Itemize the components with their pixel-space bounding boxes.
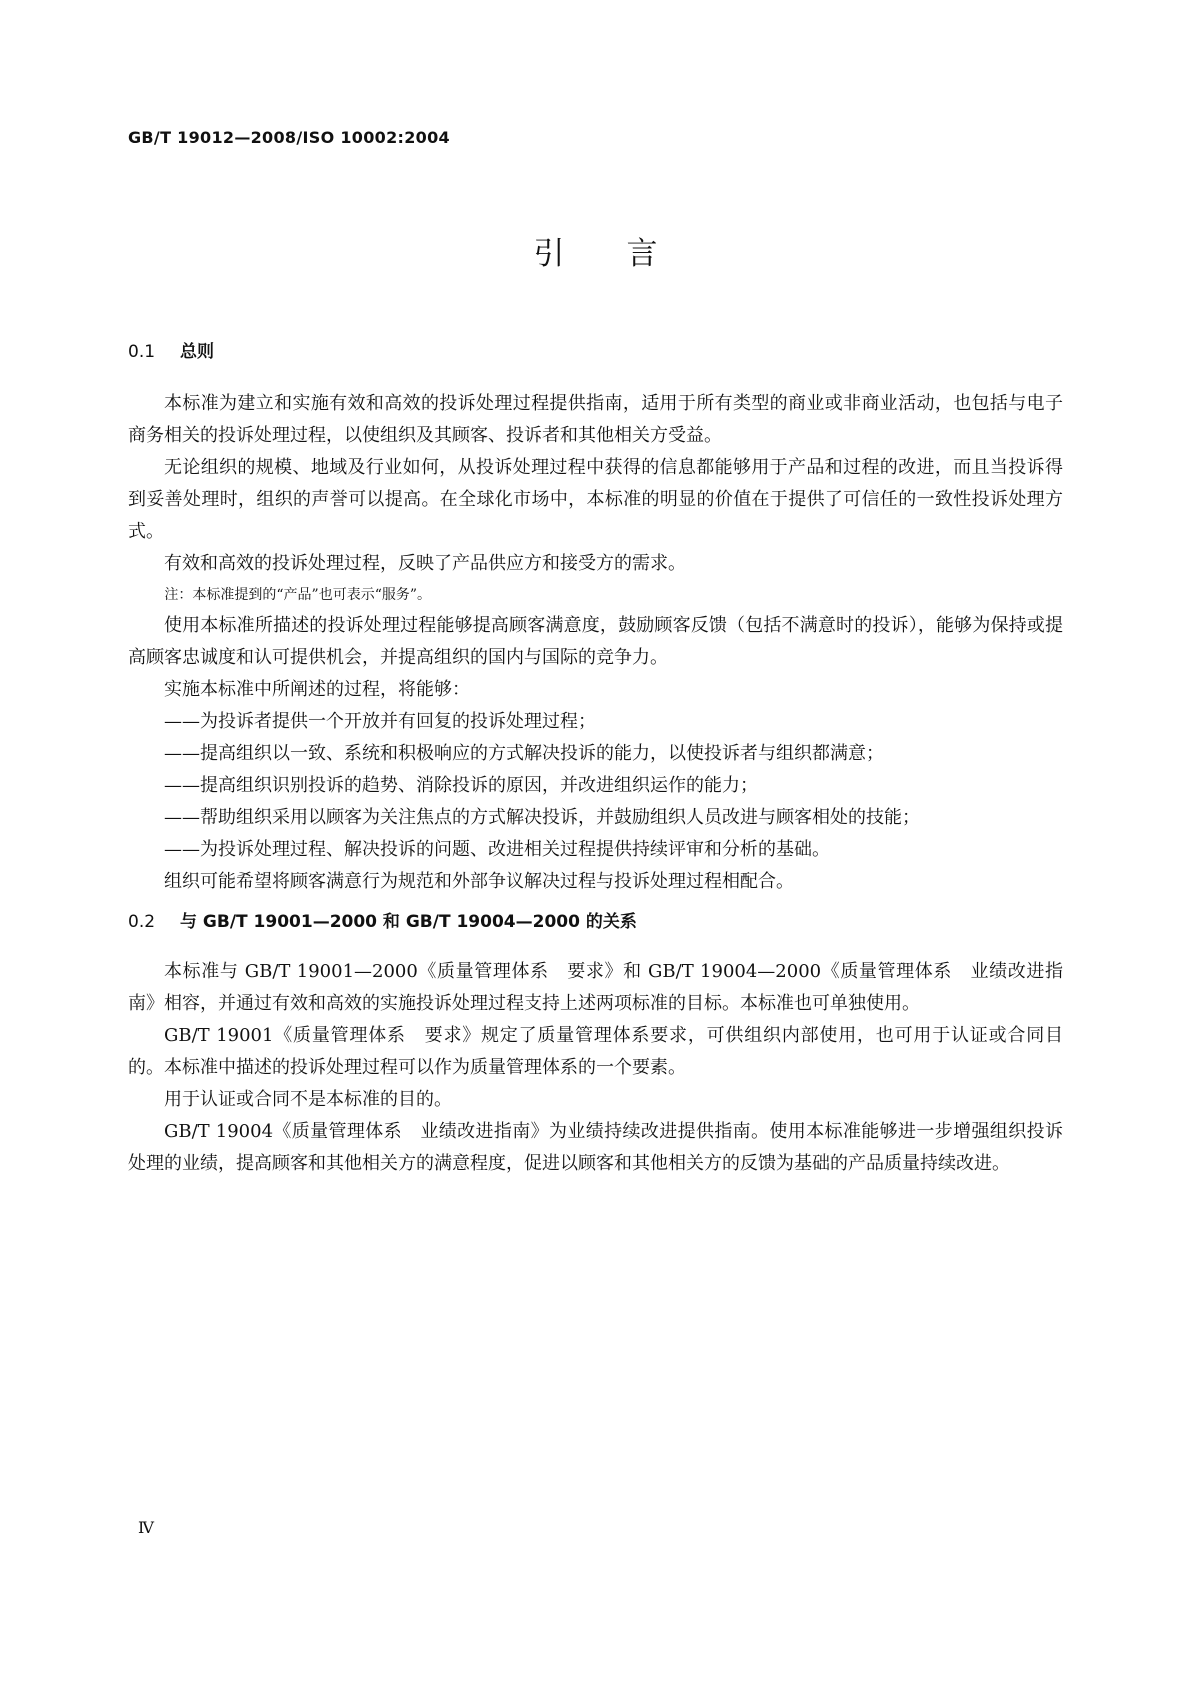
- paragraph: GB/T 19004《质量管理体系 业绩改进指南》为业绩持续改进提供指南。使用本标准能够进一步增强组织投诉处理的业绩，提高顾客和其他相关方的满意程度，促进以顾客和其他相关方的反馈为基础的产品质量持续改进。: [128, 1121, 1063, 1174]
- paragraph: 实施本标准中所阐述的过程，将能够：: [164, 679, 470, 700]
- page-number: Ⅳ: [138, 1518, 154, 1537]
- paragraph: 使用本标准所描述的投诉处理过程能够提高顾客满意度，鼓励顾客反馈（包括不满意时的投诉），能够为保持或提高顾客忠诚度和认可提供机会，并提高组织的国内与国际的竞争力。: [128, 615, 1063, 668]
- paragraph: 无论组织的规模、地域及行业如何，从投诉处理过程中获得的信息都能够用于产品和过程的改进，而且当投诉得到妥善处理时，组织的声誉可以提高。在全球化市场中，本标准的明显的价值在于提供了可信任的一致性投诉处理方式。: [128, 457, 1063, 542]
- section-heading-0-2: [128, 908, 1063, 936]
- section-number: 0.1: [128, 342, 156, 362]
- note: 注：本标准提到的“产品”也可表示“服务”。: [164, 587, 432, 603]
- list-item: ——提高组织识别投诉的趋势、消除投诉的原因，并改进组织运作的能力；: [164, 775, 758, 796]
- page-title: 引言: [533, 236, 720, 272]
- paragraph: 有效和高效的投诉处理过程，反映了产品供应方和接受方的需求。: [164, 553, 686, 574]
- section-title: 与 GB/T 19001—2000 和 GB/T 19004—2000 的关系: [180, 912, 637, 932]
- paragraph: 用于认证或合同不是本标准的目的。: [164, 1089, 452, 1110]
- paragraph: GB/T 19001《质量管理体系 要求》规定了质量管理体系要求，可供组织内部使用，也可用于认证或合同目的。本标准中描述的投诉处理过程可以作为质量管理体系的一个要素。: [128, 1025, 1063, 1078]
- list-item: ——为投诉者提供一个开放并有回复的投诉处理过程；: [164, 711, 596, 732]
- paragraph: 本标准为建立和实施有效和高效的投诉处理过程提供指南，适用于所有类型的商业或非商业活动，也包括与电子商务相关的投诉处理过程，以使组织及其顾客、投诉者和其他相关方受益。: [128, 393, 1063, 446]
- list-item: ——为投诉处理过程、解决投诉的问题、改进相关过程提供持续评审和分析的基础。: [164, 839, 830, 860]
- paragraph: 组织可能希望将顾客满意行为规范和外部争议解决过程与投诉处理过程相配合。: [164, 871, 794, 892]
- section-heading-0-1: [128, 338, 1063, 366]
- standard-id-header: GB/T 19012—2008/ISO 10002:2004: [128, 128, 450, 147]
- section-number: 0.2: [128, 912, 156, 932]
- paragraph: 本标准与 GB/T 19001—2000《质量管理体系 要求》和 GB/T 19004—2000《质量管理体系 业绩改进指南》相容，并通过有效和高效的实施投诉处理过程支持上述两项标准的目标。本标准也可单独使用。: [128, 961, 1063, 1014]
- section-title: 总则: [180, 342, 214, 362]
- list-item: ——提高组织以一致、系统和积极响应的方式解决投诉的能力，以使投诉者与组织都满意；: [164, 743, 884, 764]
- list-item: ——帮助组织采用以顾客为关注焦点的方式解决投诉，并鼓励组织人员改进与顾客相处的技能；: [164, 807, 920, 828]
- document-body: [128, 338, 1063, 1180]
